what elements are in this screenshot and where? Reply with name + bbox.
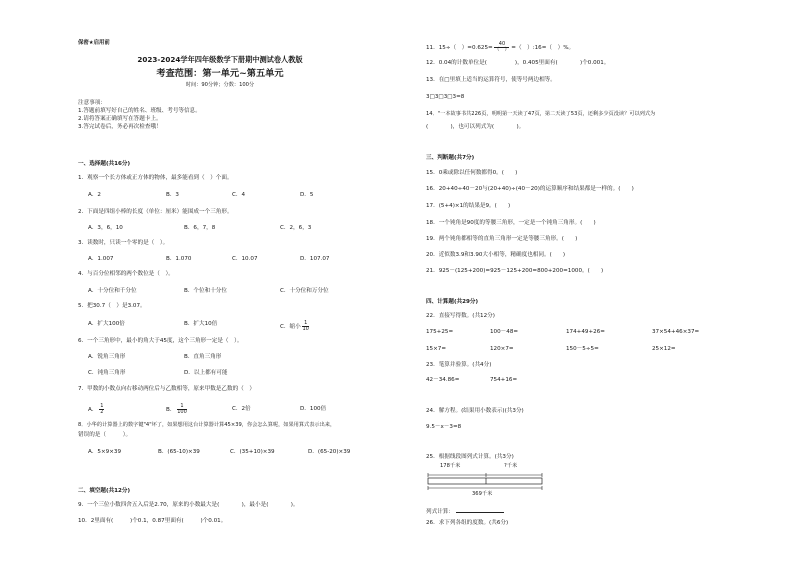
section1-heading: 一、选择题(共16分) xyxy=(78,161,131,167)
q6-option-d[interactable]: D．以上都有可能 xyxy=(184,370,228,376)
segment-total: 369千米 xyxy=(472,491,493,497)
q11-fraction: $\frac{40}{( )}$ xyxy=(494,41,510,53)
question-21: 21．925－(125+200)=925－125+200=800+200=1000。( ) xyxy=(426,268,604,274)
q4-option-c[interactable]: C．十分位和万分位 xyxy=(280,288,329,294)
question-3: 3．读数时，只读一个零的是（ ）。 xyxy=(78,240,169,246)
secret-label: 保密★启用前 xyxy=(78,40,110,46)
question-8: 8．小华的计算器上的数字键"4"坏了，如果想用这台计算器计算45×39，你会怎么算呢，如果用算式表示出来， xyxy=(78,422,336,428)
section2-heading: 二、填空题(共12分) xyxy=(78,488,131,494)
question-2: 2．下面是四组小棒的长度（单位：厘米）能围成一个三角形。 xyxy=(78,209,233,215)
q5-option-a[interactable]: A．扩大100倍 xyxy=(88,321,125,327)
q6-option-b[interactable]: B．直角三角形 xyxy=(184,354,222,360)
question-11-part1: 11．15÷（ ）=0.625= xyxy=(426,45,493,51)
answer-blank[interactable] xyxy=(456,507,504,513)
q7-option-b[interactable] xyxy=(166,404,187,415)
q7-option-d[interactable]: D．100倍 xyxy=(300,406,327,412)
calc-item: 100－48= xyxy=(490,329,519,335)
q25-formula-label: 列式计算： xyxy=(426,509,454,515)
exam-title: 2023-2024学年四年级数学下册期中测试卷人教版 xyxy=(137,55,303,64)
question-1: 1．观察一个长方体或正方体的物体，最多能看到（ ）个面。 xyxy=(78,175,233,181)
q7-option-a-label: A． xyxy=(88,407,98,413)
q3-option-c[interactable]: C．10.07 xyxy=(232,256,258,262)
q1-option-d[interactable]: D．5 xyxy=(300,192,314,198)
q8-option-b[interactable]: B．(65-10)×39 xyxy=(158,449,200,455)
question-15: 15．0乘或除以任何数都得0。( ) xyxy=(426,170,518,176)
question-9: 9．一个三位小数四舍五入后是2.70，原来的小数最大是( )，最小是( )。 xyxy=(78,502,299,508)
time-score: 时间：90分钟；分数：100分 xyxy=(185,82,255,88)
q5-fraction: $\frac{1}{10}$ xyxy=(302,320,309,332)
calc-item: 174+49+26= xyxy=(566,329,605,335)
note-item: 3.答完试卷后，务必再次检查哦！ xyxy=(78,124,162,130)
q2-option-a[interactable]: A．3，6，10 xyxy=(88,225,123,231)
section3-heading: 三、判断题(共7分) xyxy=(426,155,475,161)
q4-option-a[interactable]: A．十分位和千分位 xyxy=(88,288,137,294)
question-14-line2: ( )，也可以列式为( )。 xyxy=(426,124,525,130)
question-13-equation: 3□3□3□3=8 xyxy=(426,94,465,100)
question-11-part2: =（ ）:16=（ ）%。 xyxy=(511,45,575,51)
question-18: 18．一个钝角是90度的等腰三角形，一定是一个钝角三角形。( ) xyxy=(426,220,596,226)
q3-option-d[interactable]: D．107.07 xyxy=(300,256,330,262)
question-16: 16．20+40÷40－20与(20+40)÷(40－20)的运算顺序和结果都是一样的。( ) xyxy=(426,186,634,192)
question-6: 6．一个三角形中，最小的角大于45度，这个三角形一定是（ ）。 xyxy=(78,338,243,344)
calc-item: 120×7= xyxy=(490,346,514,352)
q8-option-d[interactable]: D．(65-20)×39 xyxy=(308,449,351,455)
question-22: 22．直接写得数。(共12分) xyxy=(426,313,495,319)
question-14: 14．"一本故事书共226页，明明第一天读了47页，第二天读了53页，还剩多少页没读？可以列式为 xyxy=(426,111,656,117)
q8-option-c[interactable]: C．(35+10)×39 xyxy=(230,449,275,455)
question-10: 10．2里面有( )个0.1，0.87里面有( )个0.01。 xyxy=(78,518,227,524)
question-4: 4．与百分位相邻的两个数位是（ ）。 xyxy=(78,271,174,277)
calc-item: 150－5÷5= xyxy=(566,346,599,352)
q1-option-a[interactable]: A．2 xyxy=(88,192,101,198)
segment-label-b: ?千米 xyxy=(504,463,518,469)
section4-heading: 四、计算题(共29分) xyxy=(426,299,479,305)
question-5: 5．把30.7（ ）是3.07。 xyxy=(78,303,146,309)
q5-option-b[interactable]: B．扩大10倍 xyxy=(184,321,218,327)
question-24: 24．解方程。(结果用小数表示)(共3分) xyxy=(426,408,524,414)
question-11 xyxy=(426,42,574,53)
q23-item: 42－34.86= xyxy=(426,377,460,383)
exam-scope: 考查范围：第一单元~第五单元 xyxy=(156,68,284,79)
notes-heading: 注意事项： xyxy=(78,100,106,106)
q6-option-c[interactable]: C．钝角三角形 xyxy=(88,370,126,376)
q23-item: 754+16= xyxy=(490,377,518,383)
question-26: 26．求下列各组的度数。(共6分) xyxy=(426,520,509,526)
q1-option-c[interactable]: C．4 xyxy=(232,192,246,198)
calc-item: 37×54+46×37= xyxy=(652,329,700,335)
question-20: 20．近似数3.9和3.90大小相等，精确度也相同。( ) xyxy=(426,252,566,258)
q5-option-c-label: C．缩小 xyxy=(280,324,301,330)
question-12: 12．0.04的计数单位是( )，0.405里面有( )个0.001。 xyxy=(426,60,610,66)
q1-option-b[interactable]: B．3 xyxy=(166,192,179,198)
calc-item: 15×7= xyxy=(426,346,447,352)
q7-option-b-label: B． xyxy=(166,407,176,413)
q3-option-b[interactable]: B．1.070 xyxy=(166,256,192,262)
note-item: 2.请将答案正确填写在答题卡上。 xyxy=(78,116,162,122)
question-19: 19．两个钝角都相等的直角三角形一定是等腰三角形。( ) xyxy=(426,236,578,242)
q6-option-a[interactable]: A．锐角三角形 xyxy=(88,354,126,360)
question-8-line2: 错误的是（ ）。 xyxy=(78,432,132,438)
q25-formula xyxy=(426,507,504,516)
calc-item: 175+25= xyxy=(426,329,454,335)
segment-diagram xyxy=(426,463,546,501)
segment-label-a: 178千米 xyxy=(440,463,461,469)
q7-fraction-b: $\frac{1}{100}$ xyxy=(177,403,187,415)
q5-option-c[interactable] xyxy=(280,321,309,332)
question-7: 7．甲数的小数点向右移动两位后与乙数相等，原来甲数是乙数的（ ） xyxy=(78,386,255,392)
q7-fraction-a: $\frac{1}{2}$ xyxy=(100,403,104,415)
q7-option-a[interactable] xyxy=(88,404,104,415)
q3-option-a[interactable]: A．1.007 xyxy=(88,256,114,262)
q4-option-b[interactable]: B．个位和十分位 xyxy=(184,288,227,294)
q2-option-c[interactable]: C．2，6，3 xyxy=(280,225,312,231)
q24-equation: 9.5－x－3=8 xyxy=(426,424,462,430)
q2-option-b[interactable]: B．6，7，8 xyxy=(184,225,216,231)
question-25: 25．根据线段图列式计算。(共3分) xyxy=(426,454,514,460)
q8-option-a[interactable]: A．5×9×39 xyxy=(88,449,122,455)
question-23: 23．笔算并验算。(共4分) xyxy=(426,362,492,368)
q7-option-c[interactable]: C．2倍 xyxy=(232,406,251,412)
note-item: 1.答题前填写好自己的姓名、班级、考号等信息。 xyxy=(78,108,201,114)
question-17: 17．(5+4)×1的结果是9。( ) xyxy=(426,203,511,209)
calc-item: 25×12= xyxy=(652,346,676,352)
question-13: 13．在□里填上适当的运算符号，使等号两边相等。 xyxy=(426,77,556,83)
